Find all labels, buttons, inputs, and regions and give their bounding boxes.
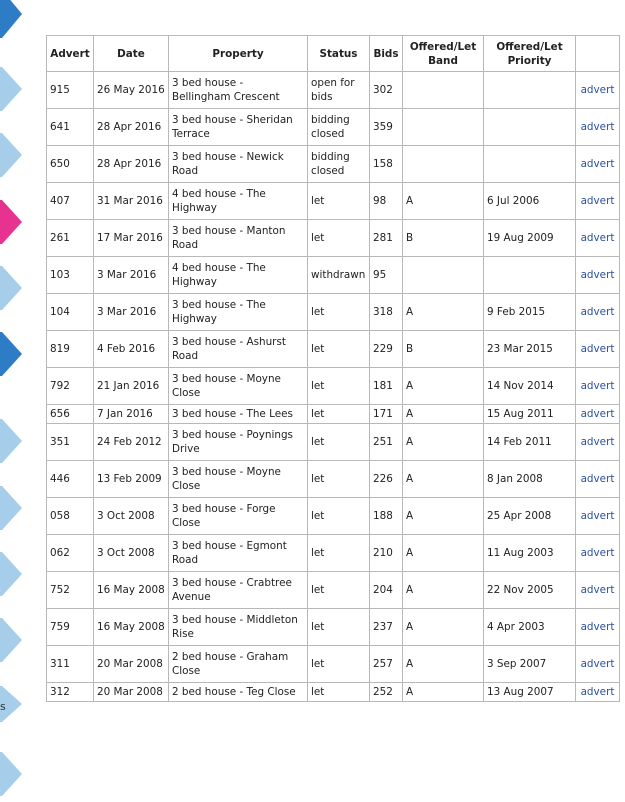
cell-priority: 4 Apr 2003 (484, 609, 576, 646)
cell-bids: 181 (370, 368, 403, 405)
table-row (47, 535, 620, 572)
table-body (47, 72, 620, 702)
cell-date: 16 May 2008 (94, 609, 169, 646)
cell-bids: 204 (370, 572, 403, 609)
table-row (47, 424, 620, 461)
cell-bids: 98 (370, 183, 403, 220)
cell-status: let (308, 461, 370, 498)
table-row (47, 368, 620, 405)
cell-advert: 058 (47, 498, 94, 535)
cell-band: A (403, 646, 484, 683)
side-cut-text: s (0, 700, 6, 713)
cell-priority: 14 Feb 2011 (484, 424, 576, 461)
cell-bids: 251 (370, 424, 403, 461)
advert-link[interactable]: advert (580, 658, 615, 670)
table-row (47, 405, 620, 424)
cell-link (576, 535, 620, 572)
cell-bids: 95 (370, 257, 403, 294)
table-row (47, 183, 620, 220)
cell-status: let (308, 405, 370, 424)
cell-status: let (308, 498, 370, 535)
advert-link[interactable]: advert (580, 408, 615, 420)
cell-link (576, 331, 620, 368)
cell-status: withdrawn (308, 257, 370, 294)
cell-band (403, 257, 484, 294)
cell-band (403, 72, 484, 109)
cell-advert: 792 (47, 368, 94, 405)
cell-property: 3 bed house - Moyne Close (169, 368, 308, 405)
cell-band: A (403, 461, 484, 498)
cell-property: 3 bed house - Newick Road (169, 146, 308, 183)
advert-link[interactable]: advert (580, 343, 615, 355)
cell-priority: 14 Nov 2014 (484, 368, 576, 405)
cell-property: 2 bed house - Teg Close (169, 683, 308, 702)
cell-property: 3 bed house - Crabtree Avenue (169, 572, 308, 609)
cell-advert: 656 (47, 405, 94, 424)
cell-date: 28 Apr 2016 (94, 146, 169, 183)
cell-band: A (403, 368, 484, 405)
table-row (47, 146, 620, 183)
cell-link (576, 109, 620, 146)
cell-property: 3 bed house - Egmont Road (169, 535, 308, 572)
nav-arrow-icon[interactable] (0, 133, 22, 177)
advert-link[interactable]: advert (580, 269, 615, 281)
cell-advert: 062 (47, 535, 94, 572)
cell-priority: 8 Jan 2008 (484, 461, 576, 498)
cell-advert: 915 (47, 72, 94, 109)
cell-bids: 302 (370, 72, 403, 109)
cell-advert: 819 (47, 331, 94, 368)
cell-date: 3 Mar 2016 (94, 294, 169, 331)
table-row (47, 461, 620, 498)
nav-arrow-icon[interactable] (0, 552, 22, 596)
cell-priority: 22 Nov 2005 (484, 572, 576, 609)
table-row (47, 220, 620, 257)
cell-status: let (308, 294, 370, 331)
advert-link[interactable]: advert (580, 158, 615, 170)
cell-status: let (308, 683, 370, 702)
table-row (47, 331, 620, 368)
cell-property: 3 bed house - Bellingham Crescent (169, 72, 308, 109)
cell-property: 3 bed house - The Highway (169, 294, 308, 331)
cell-priority: 6 Jul 2006 (484, 183, 576, 220)
advert-link[interactable]: advert (580, 510, 615, 522)
cell-link (576, 220, 620, 257)
cell-advert: 641 (47, 109, 94, 146)
cell-band: A (403, 183, 484, 220)
cell-priority: 15 Aug 2011 (484, 405, 576, 424)
table-row (47, 72, 620, 109)
advert-link[interactable]: advert (580, 436, 615, 448)
cell-link (576, 572, 620, 609)
cell-band: A (403, 405, 484, 424)
table-header-row (47, 36, 620, 72)
cell-property: 3 bed house - Middleton Rise (169, 609, 308, 646)
cell-date: 26 May 2016 (94, 72, 169, 109)
cell-link (576, 183, 620, 220)
cell-band: A (403, 535, 484, 572)
cell-date: 24 Feb 2012 (94, 424, 169, 461)
cell-link (576, 683, 620, 702)
cell-link (576, 646, 620, 683)
cell-status: let (308, 609, 370, 646)
cell-priority: 25 Apr 2008 (484, 498, 576, 535)
cell-bids: 171 (370, 405, 403, 424)
cell-date: 13 Feb 2009 (94, 461, 169, 498)
cell-date: 21 Jan 2016 (94, 368, 169, 405)
cell-priority (484, 72, 576, 109)
cell-priority: 13 Aug 2007 (484, 683, 576, 702)
cell-date: 7 Jan 2016 (94, 405, 169, 424)
cell-advert: 407 (47, 183, 94, 220)
cell-property: 3 bed house - Ashurst Road (169, 331, 308, 368)
cell-property: 3 bed house - Forge Close (169, 498, 308, 535)
cell-property: 3 bed house - Sheridan Terrace (169, 109, 308, 146)
cell-status: let (308, 368, 370, 405)
cell-status: let (308, 535, 370, 572)
cell-status: let (308, 183, 370, 220)
nav-arrow-icon[interactable] (0, 0, 22, 38)
cell-link (576, 72, 620, 109)
cell-priority: 9 Feb 2015 (484, 294, 576, 331)
cell-advert: 311 (47, 646, 94, 683)
cell-band (403, 146, 484, 183)
cell-property: 4 bed house - The Highway (169, 183, 308, 220)
table-row (47, 572, 620, 609)
advert-link[interactable]: advert (580, 84, 615, 96)
cell-date: 3 Oct 2008 (94, 535, 169, 572)
cell-date: 17 Mar 2016 (94, 220, 169, 257)
cell-advert: 103 (47, 257, 94, 294)
header-offered-let-band: Offered/Let Band (403, 36, 484, 72)
cell-date: 4 Feb 2016 (94, 331, 169, 368)
cell-property: 2 bed house - Graham Close (169, 646, 308, 683)
nav-arrow-icon[interactable] (0, 332, 22, 376)
cell-property: 3 bed house - Poynings Drive (169, 424, 308, 461)
cell-link (576, 368, 620, 405)
header-advert: Advert (47, 36, 94, 72)
cell-bids: 229 (370, 331, 403, 368)
advert-link[interactable]: advert (580, 380, 615, 392)
cell-property: 4 bed house - The Highway (169, 257, 308, 294)
cell-bids: 281 (370, 220, 403, 257)
advert-link[interactable]: advert (580, 584, 615, 596)
cell-date: 28 Apr 2016 (94, 109, 169, 146)
cell-priority: 23 Mar 2015 (484, 331, 576, 368)
advert-link[interactable]: advert (580, 306, 615, 318)
cell-bids: 252 (370, 683, 403, 702)
cell-date: 31 Mar 2016 (94, 183, 169, 220)
cell-link (576, 424, 620, 461)
cell-status: bidding closed (308, 146, 370, 183)
cell-advert: 312 (47, 683, 94, 702)
cell-advert: 104 (47, 294, 94, 331)
cell-link (576, 257, 620, 294)
cell-status: let (308, 424, 370, 461)
cell-link (576, 609, 620, 646)
table-row (47, 646, 620, 683)
cell-band: A (403, 683, 484, 702)
cell-date: 16 May 2008 (94, 572, 169, 609)
cell-advert: 650 (47, 146, 94, 183)
cell-bids: 359 (370, 109, 403, 146)
cell-advert: 759 (47, 609, 94, 646)
cell-property: 3 bed house - Moyne Close (169, 461, 308, 498)
header-link (576, 36, 620, 72)
cell-link (576, 294, 620, 331)
cell-date: 20 Mar 2008 (94, 646, 169, 683)
cell-advert: 752 (47, 572, 94, 609)
cell-status: let (308, 646, 370, 683)
cell-priority: 11 Aug 2003 (484, 535, 576, 572)
cell-band: A (403, 609, 484, 646)
cell-link (576, 146, 620, 183)
cell-advert: 446 (47, 461, 94, 498)
cell-link (576, 461, 620, 498)
advert-link[interactable]: advert (580, 121, 615, 133)
header-status: Status (308, 36, 370, 72)
cell-band: B (403, 220, 484, 257)
header-bids: Bids (370, 36, 403, 72)
cell-bids: 226 (370, 461, 403, 498)
cell-bids: 257 (370, 646, 403, 683)
cell-bids: 237 (370, 609, 403, 646)
table-row (47, 109, 620, 146)
cell-band: A (403, 572, 484, 609)
nav-arrow-icon[interactable] (0, 752, 22, 796)
cell-advert: 351 (47, 424, 94, 461)
bidding-results-table (46, 35, 620, 702)
table-row (47, 257, 620, 294)
cell-band: A (403, 424, 484, 461)
cell-date: 3 Oct 2008 (94, 498, 169, 535)
table-row (47, 683, 620, 702)
cell-priority: 19 Aug 2009 (484, 220, 576, 257)
header-date: Date (94, 36, 169, 72)
cell-advert: 261 (47, 220, 94, 257)
nav-arrow-icon[interactable] (0, 486, 22, 530)
header-offered-let-priority: Offered/Let Priority (484, 36, 576, 72)
cell-bids: 210 (370, 535, 403, 572)
cell-priority (484, 146, 576, 183)
header-property: Property (169, 36, 308, 72)
cell-property: 3 bed house - The Lees (169, 405, 308, 424)
cell-priority (484, 109, 576, 146)
cell-bids: 318 (370, 294, 403, 331)
cell-priority: 3 Sep 2007 (484, 646, 576, 683)
nav-arrow-icon[interactable] (0, 67, 22, 111)
cell-band: A (403, 498, 484, 535)
advert-link[interactable]: advert (580, 232, 615, 244)
cell-date: 3 Mar 2016 (94, 257, 169, 294)
cell-bids: 158 (370, 146, 403, 183)
advert-link[interactable]: advert (580, 686, 615, 698)
cell-band: B (403, 331, 484, 368)
advert-link[interactable]: advert (580, 473, 615, 485)
cell-status: open for bids (308, 72, 370, 109)
cell-status: bidding closed (308, 109, 370, 146)
advert-link[interactable]: advert (580, 621, 615, 633)
cell-bids: 188 (370, 498, 403, 535)
advert-link[interactable]: advert (580, 195, 615, 207)
cell-link (576, 498, 620, 535)
cell-status: let (308, 572, 370, 609)
cell-status: let (308, 220, 370, 257)
cell-property: 3 bed house - Manton Road (169, 220, 308, 257)
nav-arrow-icon[interactable] (0, 618, 22, 662)
cell-band (403, 109, 484, 146)
cell-date: 20 Mar 2008 (94, 683, 169, 702)
table-row (47, 609, 620, 646)
table-row (47, 498, 620, 535)
cell-band: A (403, 294, 484, 331)
cell-priority (484, 257, 576, 294)
nav-arrow-icon[interactable] (0, 419, 22, 463)
cell-link (576, 405, 620, 424)
cell-status: let (308, 331, 370, 368)
table-row (47, 294, 620, 331)
advert-link[interactable]: advert (580, 547, 615, 559)
nav-arrow-icon[interactable] (0, 200, 22, 244)
nav-arrow-icon[interactable] (0, 266, 22, 310)
